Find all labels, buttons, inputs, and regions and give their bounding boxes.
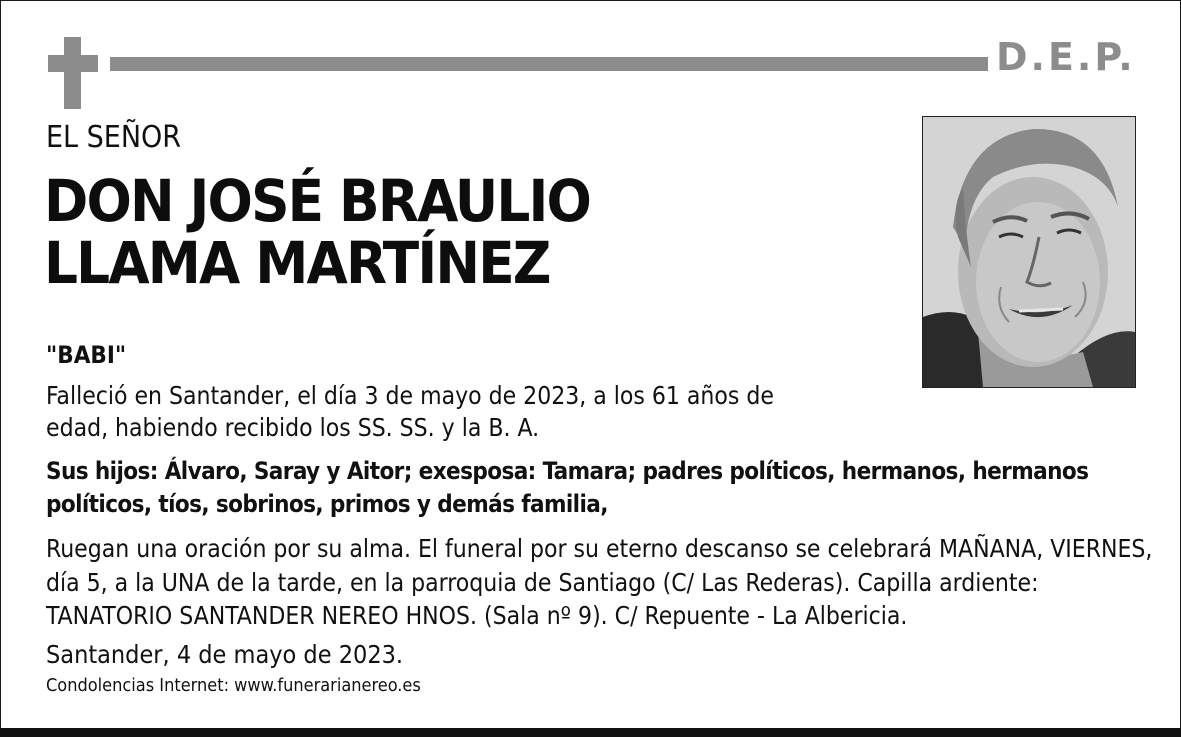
cross-icon-bar [48,55,98,72]
header-rule [110,57,988,71]
name-line-2: LLAMA MARTÍNEZ [44,229,550,297]
deceased-name [44,167,591,297]
family-text: Sus hijos: Álvaro, Saray y Aitor; exesposa: Tamara; padres políticos, hermanos, hermanos políticos, tíos, sobrinos, primos y demás familia, [46,457,1089,518]
bottom-bar [0,728,1181,737]
portrait-illustration [923,117,1135,387]
condolences-link[interactable]: Condolencias Internet: www.funerarianereo.es [46,675,421,696]
cross-icon [64,37,81,109]
funeral-text: Ruegan una oración por su alma. El funeral por su eterno descanso se celebrará MAÑANA, VIERNES, día 5, a la UNA de la tarde, en la parroquia de Santiago (C/ Las Rederas). Capilla ardiente: TANATORIO SANTANDER NEREO HNOS. (Sala nº 9). C/ Repuente - La Albericia. [46,534,1153,630]
name-line-1: DON JOSÉ BRAULIO [44,167,591,235]
nickname: "BABI" [46,341,127,369]
dep-label: D.E.P. [996,35,1136,79]
place-date: Santander, 4 de mayo de 2023. [46,640,404,669]
decease-text: Falleció en Santander, el día 3 de mayo de 2023, a los 61 años de edad, habiendo recibido los SS. SS. y la B. A. [46,381,774,442]
portrait-photo [922,116,1136,388]
intro-title: EL SEÑOR [46,120,182,155]
